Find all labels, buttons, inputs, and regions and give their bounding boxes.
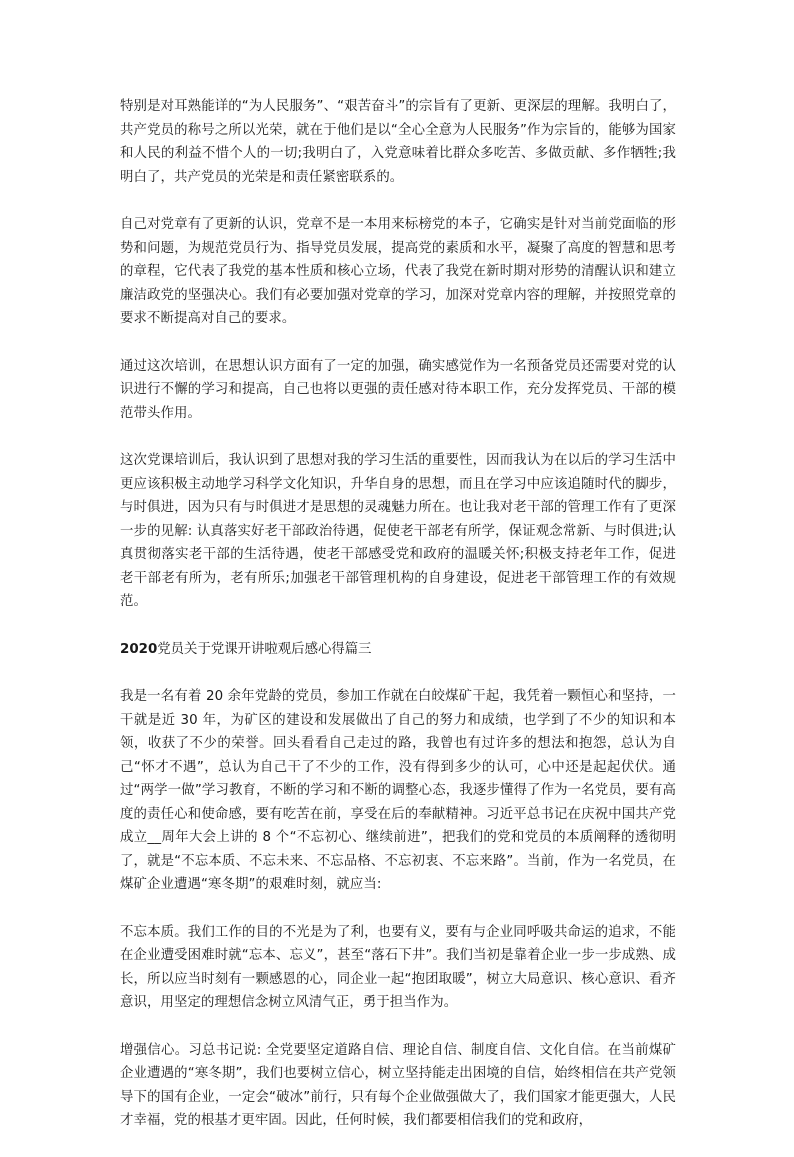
paragraph-7: 增强信心。习总书记说: 全党要坚定道路自信、理论自信、制度自信、文化自信。在当前煤矿企业遭遇的“寒冬期”，我们也要树立信心，树立坚持能走出困境的自信，始终相信在共产党领导下的国有企业，一定会“破冰”前行，只有每个企业做强做大了，我们国家才能更强大，人民才幸福，党的根基才更牢固。因此，任何时候，我们都要相信我们的党和政府， (120, 1042, 676, 1128)
paragraph-6: 不忘本质。我们工作的目的不光是为了利，也要有义，要有与企业同呼吸共命运的追求，不能在企业遭受困难时就“忘本、忘义”，甚至“落石下井”。我们当初是靠着企业一步一步成熟、成长，所以应当时刻有一颗感恩的心，同企业一起“抱团取暖”，树立大局意识、核心意识、看齐意识，用坚定的理想信念树立风清气正，勇于担当作为。 (120, 924, 676, 1010)
paragraph-1: 特别是对耳熟能详的“为人民服务”、“艰苦奋斗”的宗旨有了更新、更深层的理解。我明白了，共产党员的称号之所以光荣，就在于他们是以“全心全意为人民服务”作为宗旨的，能够为国家和人民的利益不惜个人的一切;我明白了，入党意味着比群众多吃苦、多做贡献、多作牺牲;我明白了，共产党员的光荣是和责任紧密联系的。 (120, 99, 676, 185)
section-heading-year: 2020 (120, 641, 158, 657)
paragraph-3: 通过这次培训，在思想认识方面有了一定的加强，确实感觉作为一名预备党员还需要对党的认识进行不懈的学习和提高，自己也将以更强的责任感对待本职工作，充分发挥党员、干部的模范带头作用。 (120, 358, 676, 421)
paragraph-5: 我是一名有着 20 余年党龄的党员，参加工作就在白皎煤矿干起，我凭着一颗恒心和坚持，一干就是近 30 年，为矿区的建设和发展做出了自己的努力和成绩，也学到了不少的知识和本领，收获了不少的荣誉。回头看看自己走过的路，我曾也有过许多的想法和抱怨，总认为自己“怀才不遇”，总认为自己干了不少的工作，没有得到多少的认可，心中还是起起伏伏。通过“两学一做”学习教育，不断的学习和不断的调整心态，我逐步懂得了作为一名党员，要有高度的责任心和使命感，要有吃苦在前，享受在后的奉献精神。习近平总书记在庆祝中国共产党成立__周年大会上讲的 8 个“不忘初心、继续前进”，把我们的党和党员的本质阐释的透彻明了，就是“不忘本质、不忘未来、不忘品格、不忘初衷、不忘来路”。当前，作为一名党员，在煤矿企业遭遇“寒冬期”的艰难时刻，就应当: (120, 689, 676, 892)
paragraph-4: 这次党课培训后，我认识到了思想对我的学习生活的重要性，因而我认为在以后的学习生活中更应该积极主动地学习科学文化知识，升华自身的思想，而且在学习中应该追随时代的脚步，与时俱进，因为只有与时俱进才是思想的灵魂魅力所在。也让我对老干部的管理工作有了更深一步的见解: 认真落实好老干部政治待遇，促使老干部老有所学，保证观念常新、与时俱进;认真贯彻落实老干部的生活待遇，使老干部感受党和政府的温暖关怀;积极支持老年工作，促进老干部老有所为，老有所乐;加强老干部管理机构的自身建设，促进老干部管理工作的有效规范。 (120, 453, 676, 609)
paragraph-2: 自己对党章有了更新的认识，党章不是一本用来标榜党的本子，它确实是针对当前党面临的形势和问题，为规范党员行为、指导党员发展，提高党的素质和水平，凝聚了高度的智慧和思考的章程，它代表了我党的基本性质和核心立场，代表了我党在新时期对形势的清醒认识和建立廉洁政党的坚强决心。我们有必要加强对党章的学习，加深对党章内容的理解，并按照党章的要求不断提高对自己的要求。 (120, 217, 676, 326)
document-page (120, 95, 676, 1157)
section-heading (120, 638, 676, 662)
section-heading-text: 党员关于党课开讲啦观后感心得篇三 (157, 641, 372, 657)
